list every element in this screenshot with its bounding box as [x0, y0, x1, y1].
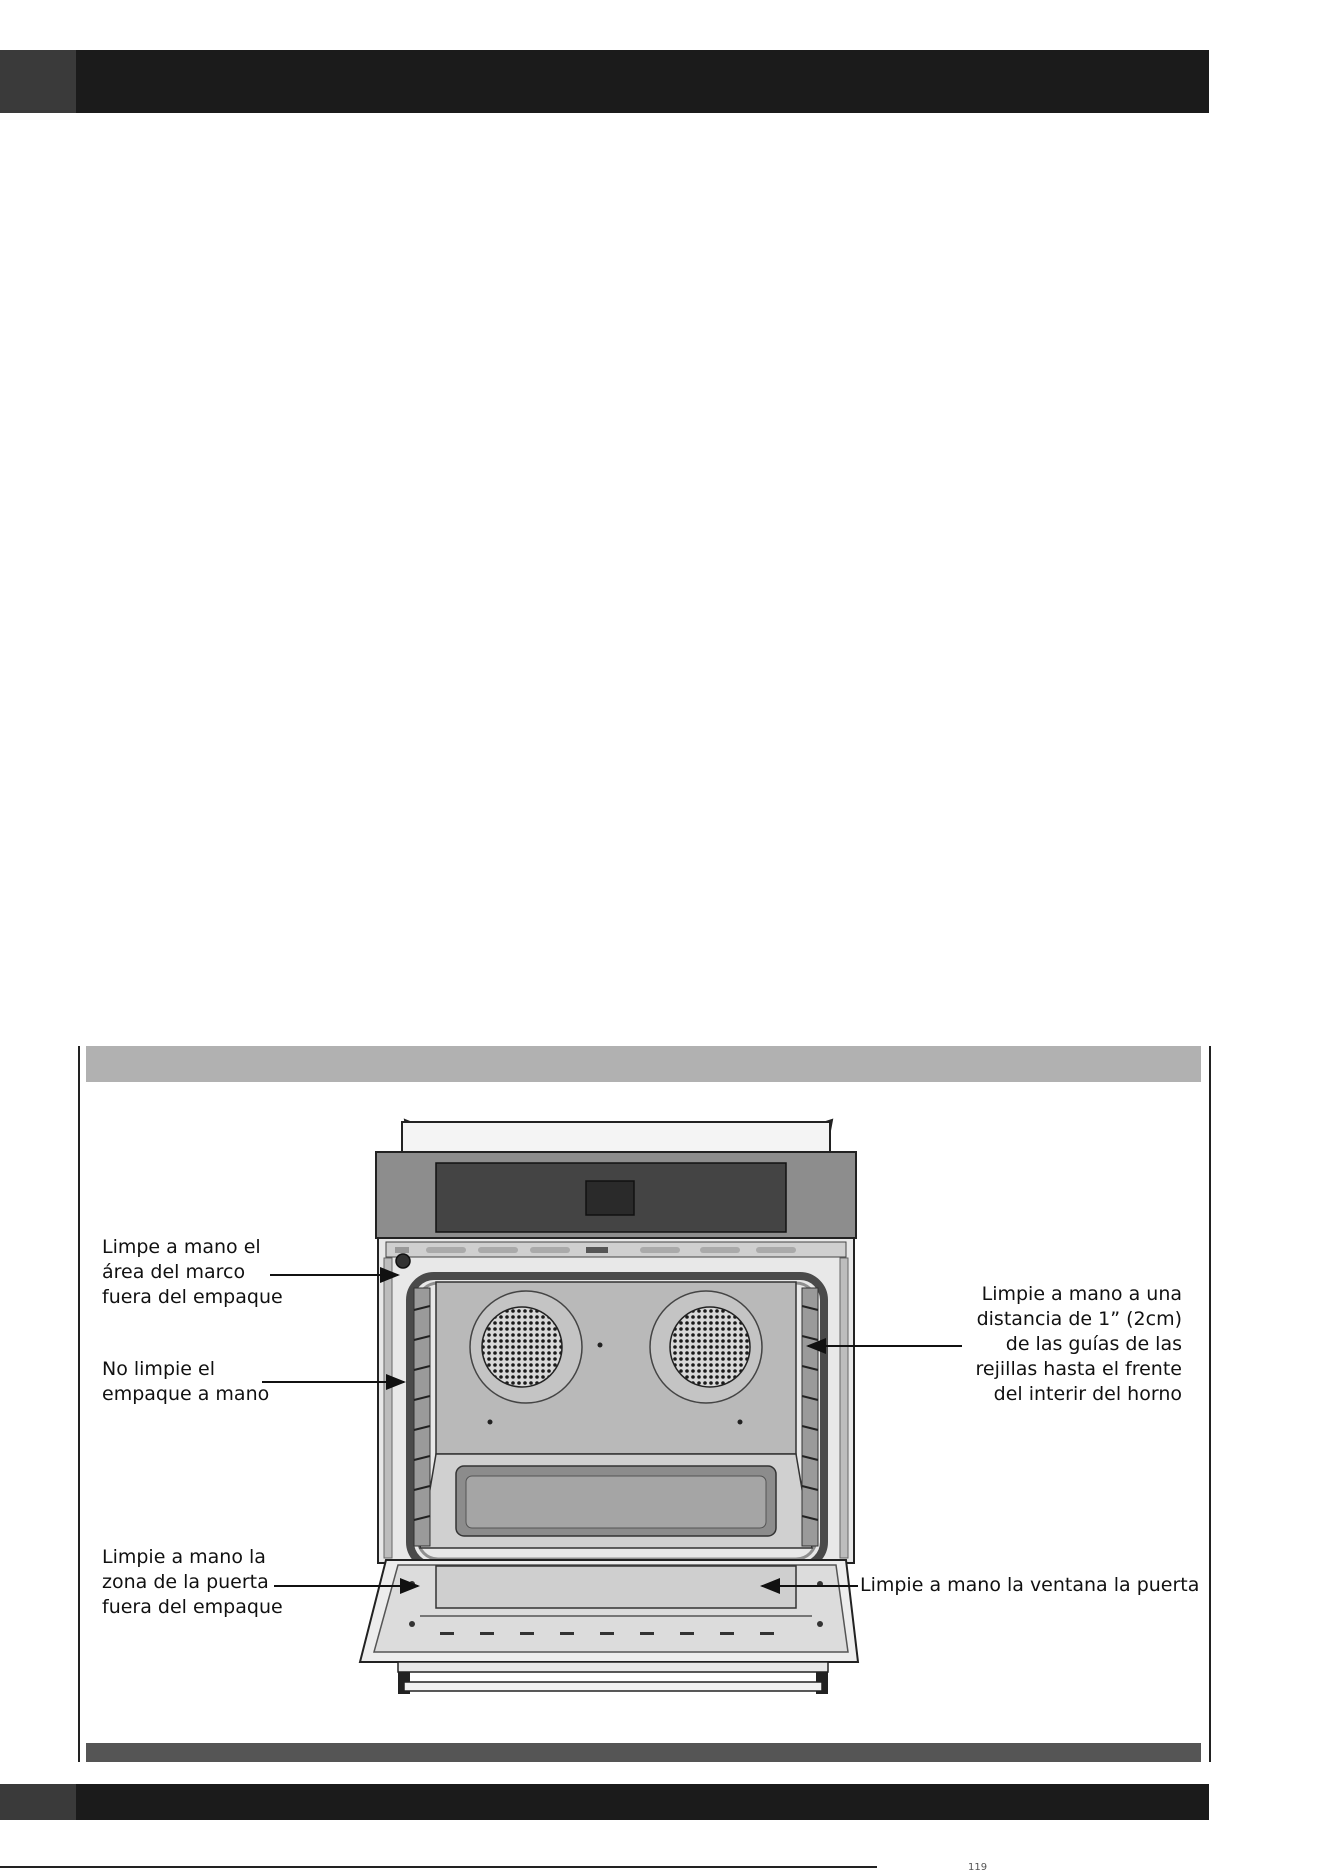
- display-screen: [586, 1181, 634, 1215]
- oven-cavity: [420, 1282, 812, 1548]
- callout-door-window: Limpie a mano la ventana la puerta: [860, 1574, 1200, 1596]
- right-fan-grille-icon: [670, 1307, 750, 1387]
- callout-gasket: No limpie el empaque a mano: [102, 1358, 270, 1405]
- light-icon: [396, 1254, 410, 1268]
- footer-tab-accent: [0, 1784, 76, 1820]
- bottom-footer-band: [0, 1784, 1209, 1820]
- control-panel: [376, 1152, 856, 1238]
- left-fan-grille-icon: [482, 1307, 562, 1387]
- door-handle: [404, 1682, 822, 1691]
- door-window: [436, 1566, 796, 1608]
- page-number: 119: [968, 1862, 988, 1873]
- callout-frame-area: Limpe a mano el área del marco fuera del empaque: [102, 1236, 283, 1308]
- oven-door: [360, 1560, 858, 1694]
- callout-door-area: Limpie a mano la zona de la puerta fuera del empaque: [102, 1546, 283, 1618]
- callout-rack-guides: Limpie a mano a una distancia de 1” (2cm) de las guías de las rejillas hasta el frente del interir del horno: [975, 1283, 1182, 1405]
- footer-rule: [0, 1866, 877, 1868]
- oven-top-cap: [402, 1120, 832, 1152]
